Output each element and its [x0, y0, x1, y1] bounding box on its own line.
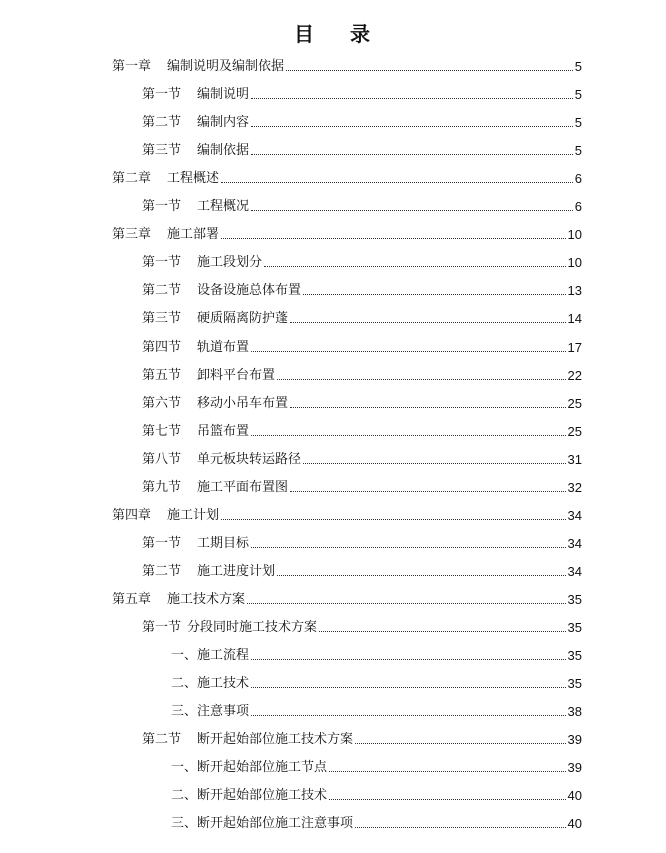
toc-entry-number: 第七节 [142, 423, 182, 439]
toc-entry[interactable] [112, 55, 582, 75]
toc-entry-title: 分段同时施工技术方案 [187, 620, 318, 635]
toc-entry-number: 第一节 [142, 620, 182, 635]
toc-entry-title: 断开起始部位施工技术方案 [197, 732, 354, 748]
page-title [0, 18, 666, 47]
toc-entry-page-number: 40 [567, 788, 582, 804]
toc-entry[interactable] [112, 167, 582, 187]
toc-entry-title: 编制依据 [197, 143, 250, 159]
toc-entry[interactable] [142, 279, 582, 299]
toc-dot-leader [277, 575, 566, 576]
toc-entry-number: 第二节 [142, 283, 182, 299]
toc-entry-page-number: 14 [567, 311, 582, 327]
toc-dot-leader [303, 294, 566, 295]
toc-entry-title: 卸料平台布置 [197, 367, 276, 383]
toc-entry[interactable] [142, 532, 582, 552]
toc-entry-number: 三、 [171, 816, 198, 832]
toc-entry-page-number: 35 [567, 676, 582, 692]
toc-entry-page-number: 34 [567, 507, 582, 523]
toc-entry-page-number: 40 [567, 816, 582, 832]
toc-entry-number: 第一节 [142, 199, 182, 215]
toc-entry[interactable] [171, 700, 582, 720]
toc-entry[interactable] [112, 223, 582, 243]
toc-entry[interactable] [112, 588, 582, 608]
toc-entry-page-number: 13 [567, 283, 582, 299]
toc-entry[interactable] [171, 644, 582, 664]
toc-entry-page-number: 31 [567, 451, 582, 467]
toc-dot-leader [286, 70, 573, 71]
toc-entry-number: 第六节 [142, 395, 182, 411]
toc-entry-page-number: 35 [567, 648, 582, 664]
toc-entry-title: 断开起始部位施工节点 [197, 760, 328, 776]
toc-entry-title: 施工技术 [197, 676, 250, 692]
toc-dot-leader [329, 799, 566, 800]
toc-entry[interactable] [171, 756, 582, 776]
toc-dot-leader [277, 379, 566, 380]
toc-entry-title: 编制内容 [197, 115, 250, 131]
toc-entry-title: 施工进度计划 [197, 563, 276, 579]
toc-entry[interactable] [142, 476, 582, 496]
toc-entry-page-number: 39 [567, 732, 582, 748]
toc-entry-number: 第二节 [142, 732, 182, 748]
toc-entry[interactable] [142, 307, 582, 327]
toc-entry-title: 施工流程 [197, 648, 250, 664]
toc-dot-leader [290, 491, 566, 492]
toc-entry-page-number: 10 [567, 227, 582, 243]
toc-entry-page-number: 34 [567, 563, 582, 579]
toc-entry-number: 第三节 [142, 143, 182, 159]
toc-entry[interactable] [142, 448, 582, 468]
toc-entry-number: 一、 [171, 648, 198, 664]
toc-entry[interactable] [171, 784, 582, 804]
toc-dot-leader [251, 547, 566, 548]
toc-entry-page-number: 39 [567, 760, 582, 776]
toc-entry-page-number: 35 [567, 591, 582, 607]
toc-dot-leader [264, 266, 566, 267]
toc-entry-number: 第二节 [142, 563, 182, 579]
toc-entry-title: 施工部署 [167, 227, 220, 243]
toc-entry-title: 工期目标 [197, 535, 250, 551]
toc-entry-number: 第一节 [142, 87, 182, 103]
toc-entry-number: 第二节 [142, 115, 182, 131]
toc-dot-leader [329, 771, 566, 772]
toc-dot-leader [221, 182, 573, 183]
toc-entry-number: 一、 [171, 760, 198, 776]
toc-entry[interactable] [142, 616, 582, 636]
toc-entry-number: 第四章 [112, 507, 152, 523]
toc-entry[interactable] [171, 672, 582, 692]
toc-entry-title: 设备设施总体布置 [197, 283, 302, 299]
toc-entry-number: 第二章 [112, 171, 152, 187]
toc-dot-leader [221, 238, 566, 239]
toc-entry-number: 第一章 [112, 59, 152, 74]
toc-entry[interactable] [142, 336, 582, 356]
toc-entry-page-number: 34 [567, 535, 582, 551]
toc-entry-title: 编制说明及编制依据 [167, 59, 285, 74]
toc-entry-title: 施工平面布置图 [197, 479, 289, 495]
toc-dot-leader [319, 631, 566, 632]
toc-entry-page-number: 10 [567, 255, 582, 271]
toc-entry-number: 第一节 [142, 535, 182, 551]
toc-entry-title: 移动小吊车布置 [197, 395, 289, 411]
title-char-2: 录 [350, 22, 372, 46]
toc-entry-number: 第三节 [142, 311, 182, 327]
toc-entry-page-number: 25 [567, 395, 582, 411]
toc-entry-page-number: 5 [574, 87, 582, 103]
toc-entry-title: 硬质隔离防护蓬 [197, 311, 289, 327]
toc-entry[interactable] [142, 83, 582, 103]
toc-dot-leader [251, 98, 573, 99]
toc-dot-leader [251, 351, 566, 352]
toc-entry-title: 编制说明 [197, 87, 250, 103]
toc-entry-title: 施工段划分 [197, 255, 263, 271]
toc-entry[interactable] [142, 364, 582, 384]
toc-dot-leader [251, 687, 566, 688]
toc-entry-title: 施工计划 [167, 507, 220, 523]
toc-entry-title: 吊篮布置 [197, 423, 250, 439]
toc-entry-number: 二、 [171, 788, 198, 804]
toc-entry-number: 三、 [171, 704, 198, 720]
toc-entry-number: 第八节 [142, 451, 182, 467]
toc-dot-leader [355, 743, 566, 744]
toc-entry-number: 第五章 [112, 591, 152, 607]
toc-entry-page-number: 5 [574, 143, 582, 159]
toc-entry-title: 单元板块转运路径 [197, 451, 302, 467]
toc-dot-leader [290, 322, 566, 323]
toc-entry-page-number: 5 [574, 59, 582, 74]
toc-entry-number: 第一节 [142, 255, 182, 271]
toc-entry-number: 第三章 [112, 227, 152, 243]
toc-entry-page-number: 5 [574, 115, 582, 131]
toc-entry-title: 工程概况 [197, 199, 250, 215]
toc-entry[interactable] [142, 251, 582, 271]
toc-entry-number: 第五节 [142, 367, 182, 383]
toc-dot-leader [251, 126, 573, 127]
toc-entry-page-number: 6 [574, 171, 582, 187]
toc-entry-page-number: 32 [567, 479, 582, 495]
toc-dot-leader [251, 715, 566, 716]
toc-dot-leader [251, 154, 573, 155]
toc-entry[interactable] [142, 420, 582, 440]
toc-dot-leader [251, 435, 566, 436]
toc-entry-number: 第四节 [142, 339, 182, 355]
toc-dot-leader [251, 659, 566, 660]
toc-entry-page-number: 17 [567, 339, 582, 355]
title-char-1: 目 [294, 22, 316, 46]
toc-entry-page-number: 25 [567, 423, 582, 439]
toc-entry-page-number: 38 [567, 704, 582, 720]
toc-entry-page-number: 22 [567, 367, 582, 383]
toc-dot-leader [221, 519, 566, 520]
toc-entry[interactable] [142, 195, 582, 215]
toc-entry[interactable] [142, 560, 582, 580]
toc-entry-title: 施工技术方案 [167, 591, 246, 607]
toc-entry[interactable] [142, 111, 582, 131]
toc-entry-page-number: 35 [567, 620, 582, 635]
toc-entry-title: 注意事项 [197, 704, 250, 720]
toc-entry-title: 断开起始部位施工注意事项 [197, 816, 354, 832]
toc-dot-leader [303, 463, 566, 464]
toc-dot-leader [251, 210, 573, 211]
toc-dot-leader [247, 603, 566, 604]
toc-entry[interactable] [142, 139, 582, 159]
toc-dot-leader [290, 407, 566, 408]
toc-entry[interactable] [112, 504, 582, 524]
toc-dot-leader [355, 827, 566, 828]
toc-entry-page-number: 6 [574, 199, 582, 215]
toc-entry-number: 第九节 [142, 479, 182, 495]
toc-entry-title: 断开起始部位施工技术 [197, 788, 328, 804]
toc-entry[interactable] [171, 812, 582, 832]
toc-entry-title: 工程概述 [167, 171, 220, 187]
toc-entry[interactable] [142, 728, 582, 748]
toc-entry-title: 轨道布置 [197, 339, 250, 355]
toc-entry[interactable] [142, 392, 582, 412]
toc-entry-number: 二、 [171, 676, 198, 692]
